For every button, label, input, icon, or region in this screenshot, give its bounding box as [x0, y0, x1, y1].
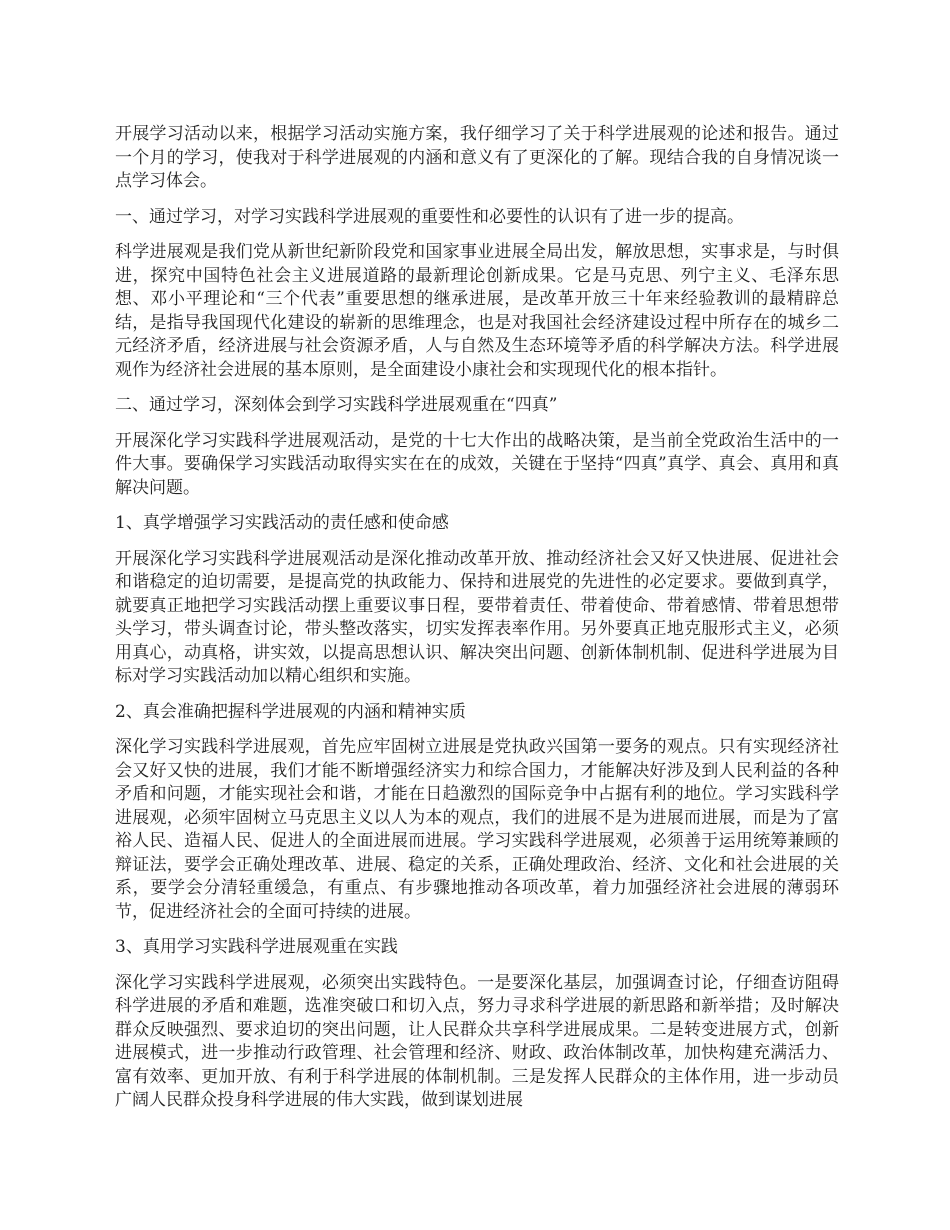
section-heading-1: 一、通过学习，对学习实践科学进展观的重要性和必要性的认识有了进一步的提高。 [115, 206, 744, 227]
body-paragraph: 深化学习实践科学进展观，首先应牢固树立进展是党执政兴国第一要务的观点。只有实现经济社会又好又快的进展，我们才能不断增强经济实力和综合国力，才能解决好涉及到人民利益的各种矛盾和问题，才能实现社会和谐，才能在日趋激烈的国际竞争中占据有利的地位。学习实践科学进展观，必须牢固树立马克思主义以人为本的观点，我们的进展不是为进展而进展，而是为了富裕人民、造福人民、促进人的全面进展而进展。学习实践科学进展观，必须善于运用统筹兼顾的辩证法，要学会正确处理改革、进展、稳定的关系，正确处理政治、经济、文化和社会进展的关系，要学会分清轻重缓急，有重点、有步骤地推动各项改革，着力加强经济社会进展的薄弱环节，促进经济社会的全面可持续的进展。 [115, 737, 839, 922]
body-paragraph: 科学进展观是我们党从新世纪新阶段党和国家事业进展全局出发，解放思想，实事求是，与时俱进，探究中国特色社会主义进展道路的最新理论创新成果。它是马克思、列宁主义、毛泽东思想、邓小平理论和“三个代表”重要思想的继承进展，是改革开放三十年来经验教训的最精辟总结，是指导我国现代化建设的崭新的思维理念，也是对我国社会经济建设过程中所存在的城乡二元经济矛盾，经济进展与社会资源矛盾，人与自然及生态环境等矛盾的科学解决方法。科学进展观作为经济社会进展的基本原则，是全面建设小康社会和实现现代化的根本指针。 [115, 242, 839, 380]
document-body [115, 123, 839, 1125]
section-heading-2: 二、通过学习，深刻体会到学习实践科学进展观重在“四真” [115, 395, 558, 415]
body-paragraph: 开展深化学习实践科学进展观活动，是党的十七大作出的战略决策，是当前全党政治生活中的一件大事。要确保学习实践活动取得实实在在的成效，关键在于坚持“四真”真学、真会、真用和真解决问题。 [115, 430, 839, 498]
subsection-heading-1: 1、真学增强学习实践活动的责任感和使命感 [115, 513, 449, 533]
subsection-heading-3: 3、真用学习实践科学进展观重在实践 [115, 937, 398, 957]
body-paragraph: 开展深化学习实践科学进展观活动是深化推动改革开放、推动经济社会又好又快进展、促进社会和谐稳定的迫切需要，是提高党的执政能力、保持和进展党的先进性的必定要求。要做到真学，就要真正地把学习实践活动摆上重要议事日程，要带着责任、带着使命、带着感情、带着思想带头学习，带头调查讨论，带头整改落实，切实发挥表率作用。另外要真正地克服形式主义，必须用真心，动真格，讲实效，以提高思想认识、解决突出问题、创新体制机制、促进科学进展为目标对学习实践活动加以精心组织和实施。 [115, 548, 839, 686]
subsection-heading-2: 2、真会准确把握科学进展观的内涵和精神实质 [115, 701, 466, 722]
body-paragraph: 深化学习实践科学进展观，必须突出实践特色。一是要深化基层，加强调查讨论，仔细查访阻碍科学进展的矛盾和难题，选准突破口和切入点，努力寻求科学进展的新思路和新举措；及时解决群众反映强烈、要求迫切的突出问题，让人民群众共享科学进展成果。二是转变进展方式，创新进展模式，进一步推动行政管理、社会管理和经济、财政、政治体制改革，加快构建充满活力、富有效率、更加开放、有利于科学进展的体制机制。三是发挥人民群众的主体作用，进一步动员广阔人民群众投身科学进展的伟大实践，做到谋划进展 [115, 972, 839, 1110]
intro-paragraph: 开展学习活动以来，根据学习活动实施方案，我仔细学习了关于科学进展观的论述和报告。通过一个月的学习，使我对于科学进展观的内涵和意义有了更深化的了解。现结合我的自身情况谈一点学习体会。 [115, 124, 839, 191]
